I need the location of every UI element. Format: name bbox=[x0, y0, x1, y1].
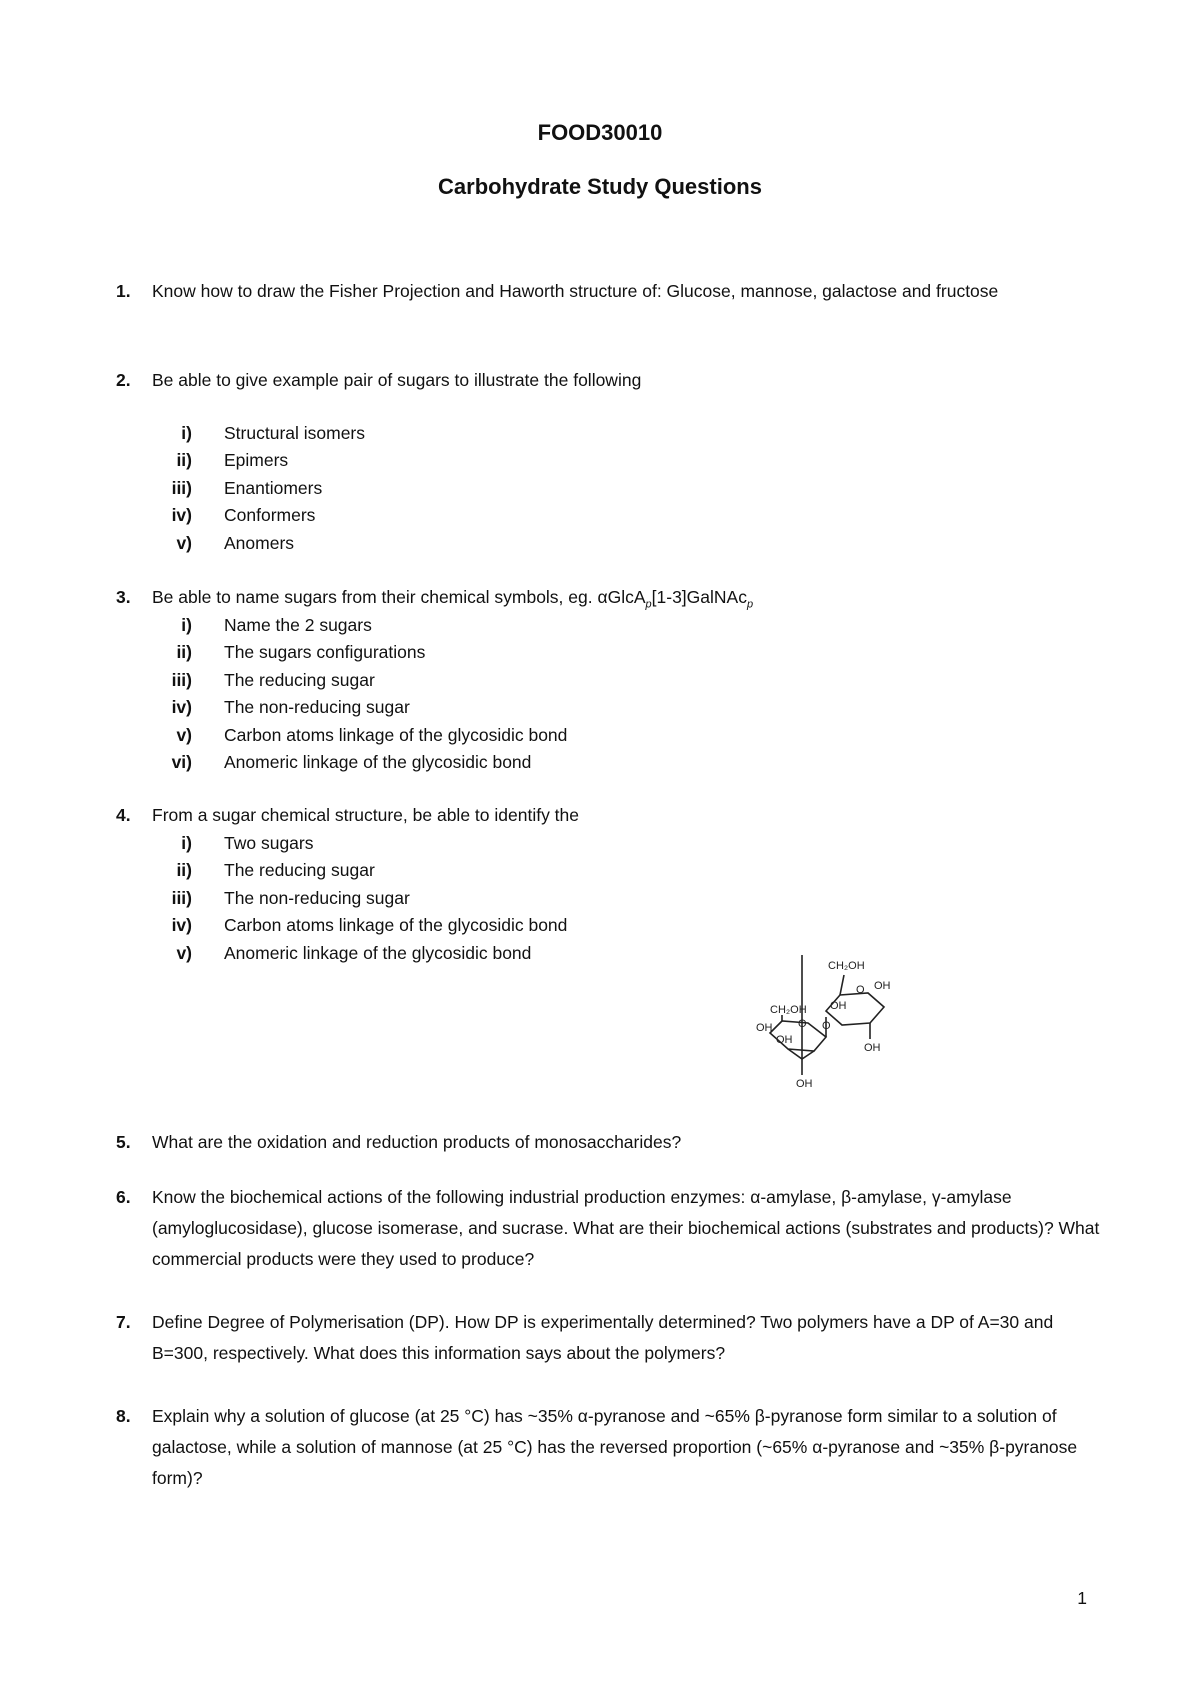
sub-text: Anomeric linkage of the glycosidic bond bbox=[224, 751, 532, 772]
question-text: From a sugar chemical structure, be able to identify the bbox=[152, 805, 580, 825]
sub-number: iii) bbox=[171, 887, 192, 908]
sub-text: Name the 2 sugars bbox=[224, 615, 372, 635]
list-item bbox=[116, 475, 1100, 502]
list-item bbox=[116, 530, 1100, 557]
sub-number: vi) bbox=[171, 751, 192, 772]
list-item bbox=[116, 612, 1100, 639]
sub-number: iv) bbox=[171, 915, 192, 936]
sub-number: ii) bbox=[176, 450, 192, 471]
list-item bbox=[116, 912, 1100, 939]
sub-number: iv) bbox=[171, 505, 192, 526]
sub-text: Anomers bbox=[224, 532, 295, 553]
question-text: Be able to give example pair of sugars to illustrate the following bbox=[152, 370, 642, 390]
sub-number: v) bbox=[176, 724, 192, 745]
subscript: p bbox=[645, 598, 652, 611]
list-item bbox=[116, 830, 1100, 857]
list-item bbox=[116, 639, 1100, 666]
question-7 bbox=[116, 1307, 1100, 1369]
sub-number: i) bbox=[181, 423, 192, 443]
page-title: Carbohydrate Study Questions bbox=[438, 174, 762, 199]
ch2oh-label: CH₂OH bbox=[770, 1004, 807, 1016]
sub-text: Conformers bbox=[224, 505, 316, 526]
question-number: 2. bbox=[116, 370, 131, 390]
sub-text: Epimers bbox=[224, 450, 289, 471]
list-item bbox=[116, 667, 1100, 694]
sub-text: Anomeric linkage of the glycosidic bond bbox=[224, 942, 532, 963]
question-4 bbox=[116, 800, 1100, 831]
sub-number: i) bbox=[181, 615, 192, 635]
sub-text: Two sugars bbox=[224, 833, 314, 853]
question-text-part: Be able to name sugars from their chemical symbols, eg. αGlcA bbox=[152, 587, 646, 607]
oh-label: OH bbox=[796, 1078, 813, 1090]
sub-number: ii) bbox=[176, 642, 192, 663]
sub-text: The sugars configurations bbox=[224, 642, 426, 663]
sub-number: iii) bbox=[171, 669, 192, 690]
sub-number: iv) bbox=[171, 697, 192, 718]
question-number: 6. bbox=[116, 1187, 131, 1207]
question-number: 5. bbox=[116, 1132, 131, 1152]
question-2 bbox=[116, 365, 1100, 396]
question-number: 7. bbox=[116, 1312, 131, 1332]
oh-label: OH bbox=[830, 1000, 847, 1012]
page-number: 1 bbox=[1077, 1588, 1087, 1608]
oh-label: OH bbox=[756, 1022, 773, 1034]
list-item bbox=[116, 857, 1100, 884]
list-item bbox=[116, 502, 1100, 529]
sub-number: v) bbox=[176, 942, 192, 963]
list-item bbox=[116, 420, 1100, 447]
sub-list-q3 bbox=[116, 612, 1100, 776]
sub-text: Carbon atoms linkage of the glycosidic bond bbox=[224, 915, 568, 936]
sub-text: The reducing sugar bbox=[224, 669, 375, 690]
sub-text: Structural isomers bbox=[224, 423, 366, 443]
oh-label: OH bbox=[874, 980, 891, 992]
question-text: Explain why a solution of glucose (at 25 °C) has ~35% α-pyranose and ~65% β-pyranose form similar to a solution of galactose, while a solution of mannose (at 25 °C) has the reversed proportion (~65% α-pyranose and ~35% β-pyranose form)? bbox=[152, 1406, 1078, 1488]
ring-oxygen-label: O bbox=[798, 1018, 807, 1030]
right-ch2oh-bond bbox=[840, 975, 844, 995]
sub-text: The non-reducing sugar bbox=[224, 697, 410, 718]
sub-list-q2 bbox=[116, 420, 1100, 557]
sub-number: v) bbox=[176, 532, 192, 553]
sub-text: The non-reducing sugar bbox=[224, 887, 410, 908]
question-number: 3. bbox=[116, 587, 131, 607]
oh-label: OH bbox=[776, 1034, 793, 1046]
list-item bbox=[116, 885, 1100, 912]
sub-text: The reducing sugar bbox=[224, 860, 375, 881]
list-item bbox=[116, 722, 1100, 749]
sub-text: Enantiomers bbox=[224, 477, 323, 498]
sub-text: Carbon atoms linkage of the glycosidic bond bbox=[224, 724, 568, 745]
question-text: Know how to draw the Fisher Projection and Haworth structure of: Glucose, mannose, galactose and fructose bbox=[152, 281, 999, 301]
list-item bbox=[116, 749, 1100, 776]
question-5 bbox=[116, 1127, 1100, 1158]
oh-label: OH bbox=[864, 1042, 881, 1054]
ch2oh-label: CH₂OH bbox=[828, 960, 865, 972]
list-item bbox=[116, 694, 1100, 721]
question-number: 8. bbox=[116, 1406, 131, 1426]
question-text: What are the oxidation and reduction products of monosaccharides? bbox=[152, 1132, 682, 1152]
question-6 bbox=[116, 1182, 1100, 1275]
sub-list-q4 bbox=[116, 830, 1100, 967]
ring-oxygen-label: O bbox=[856, 984, 865, 996]
disaccharide-structure bbox=[756, 955, 940, 1100]
question-8 bbox=[116, 1401, 1100, 1494]
course-code: FOOD30010 bbox=[537, 120, 663, 145]
subscript: p bbox=[746, 598, 754, 611]
question-text: Define Degree of Polymerisation (DP). How DP is experimentally determined? Two polymers have a DP of A=30 and B=300, respectively. What does this information says about the polymers? bbox=[152, 1312, 1054, 1363]
question-text-part: [1-3]GalNAc bbox=[651, 587, 747, 607]
linkage-oxygen-label: O bbox=[822, 1020, 831, 1032]
list-item bbox=[116, 447, 1100, 474]
list-item bbox=[116, 940, 1100, 967]
question-number: 4. bbox=[116, 805, 131, 825]
sub-number: iii) bbox=[171, 477, 192, 498]
sub-number: i) bbox=[181, 833, 192, 853]
question-number: 1. bbox=[116, 281, 131, 301]
sub-number: ii) bbox=[176, 860, 192, 881]
question-1 bbox=[116, 276, 1100, 307]
question-text: Know the biochemical actions of the following industrial production enzymes: α-amylase, β-amylase, γ-amylase (amyloglucosidase), glucose isomerase, and sucrase. What are their biochemical actions (substrates and products)? What commercial products were they used to produce? bbox=[152, 1187, 1100, 1269]
